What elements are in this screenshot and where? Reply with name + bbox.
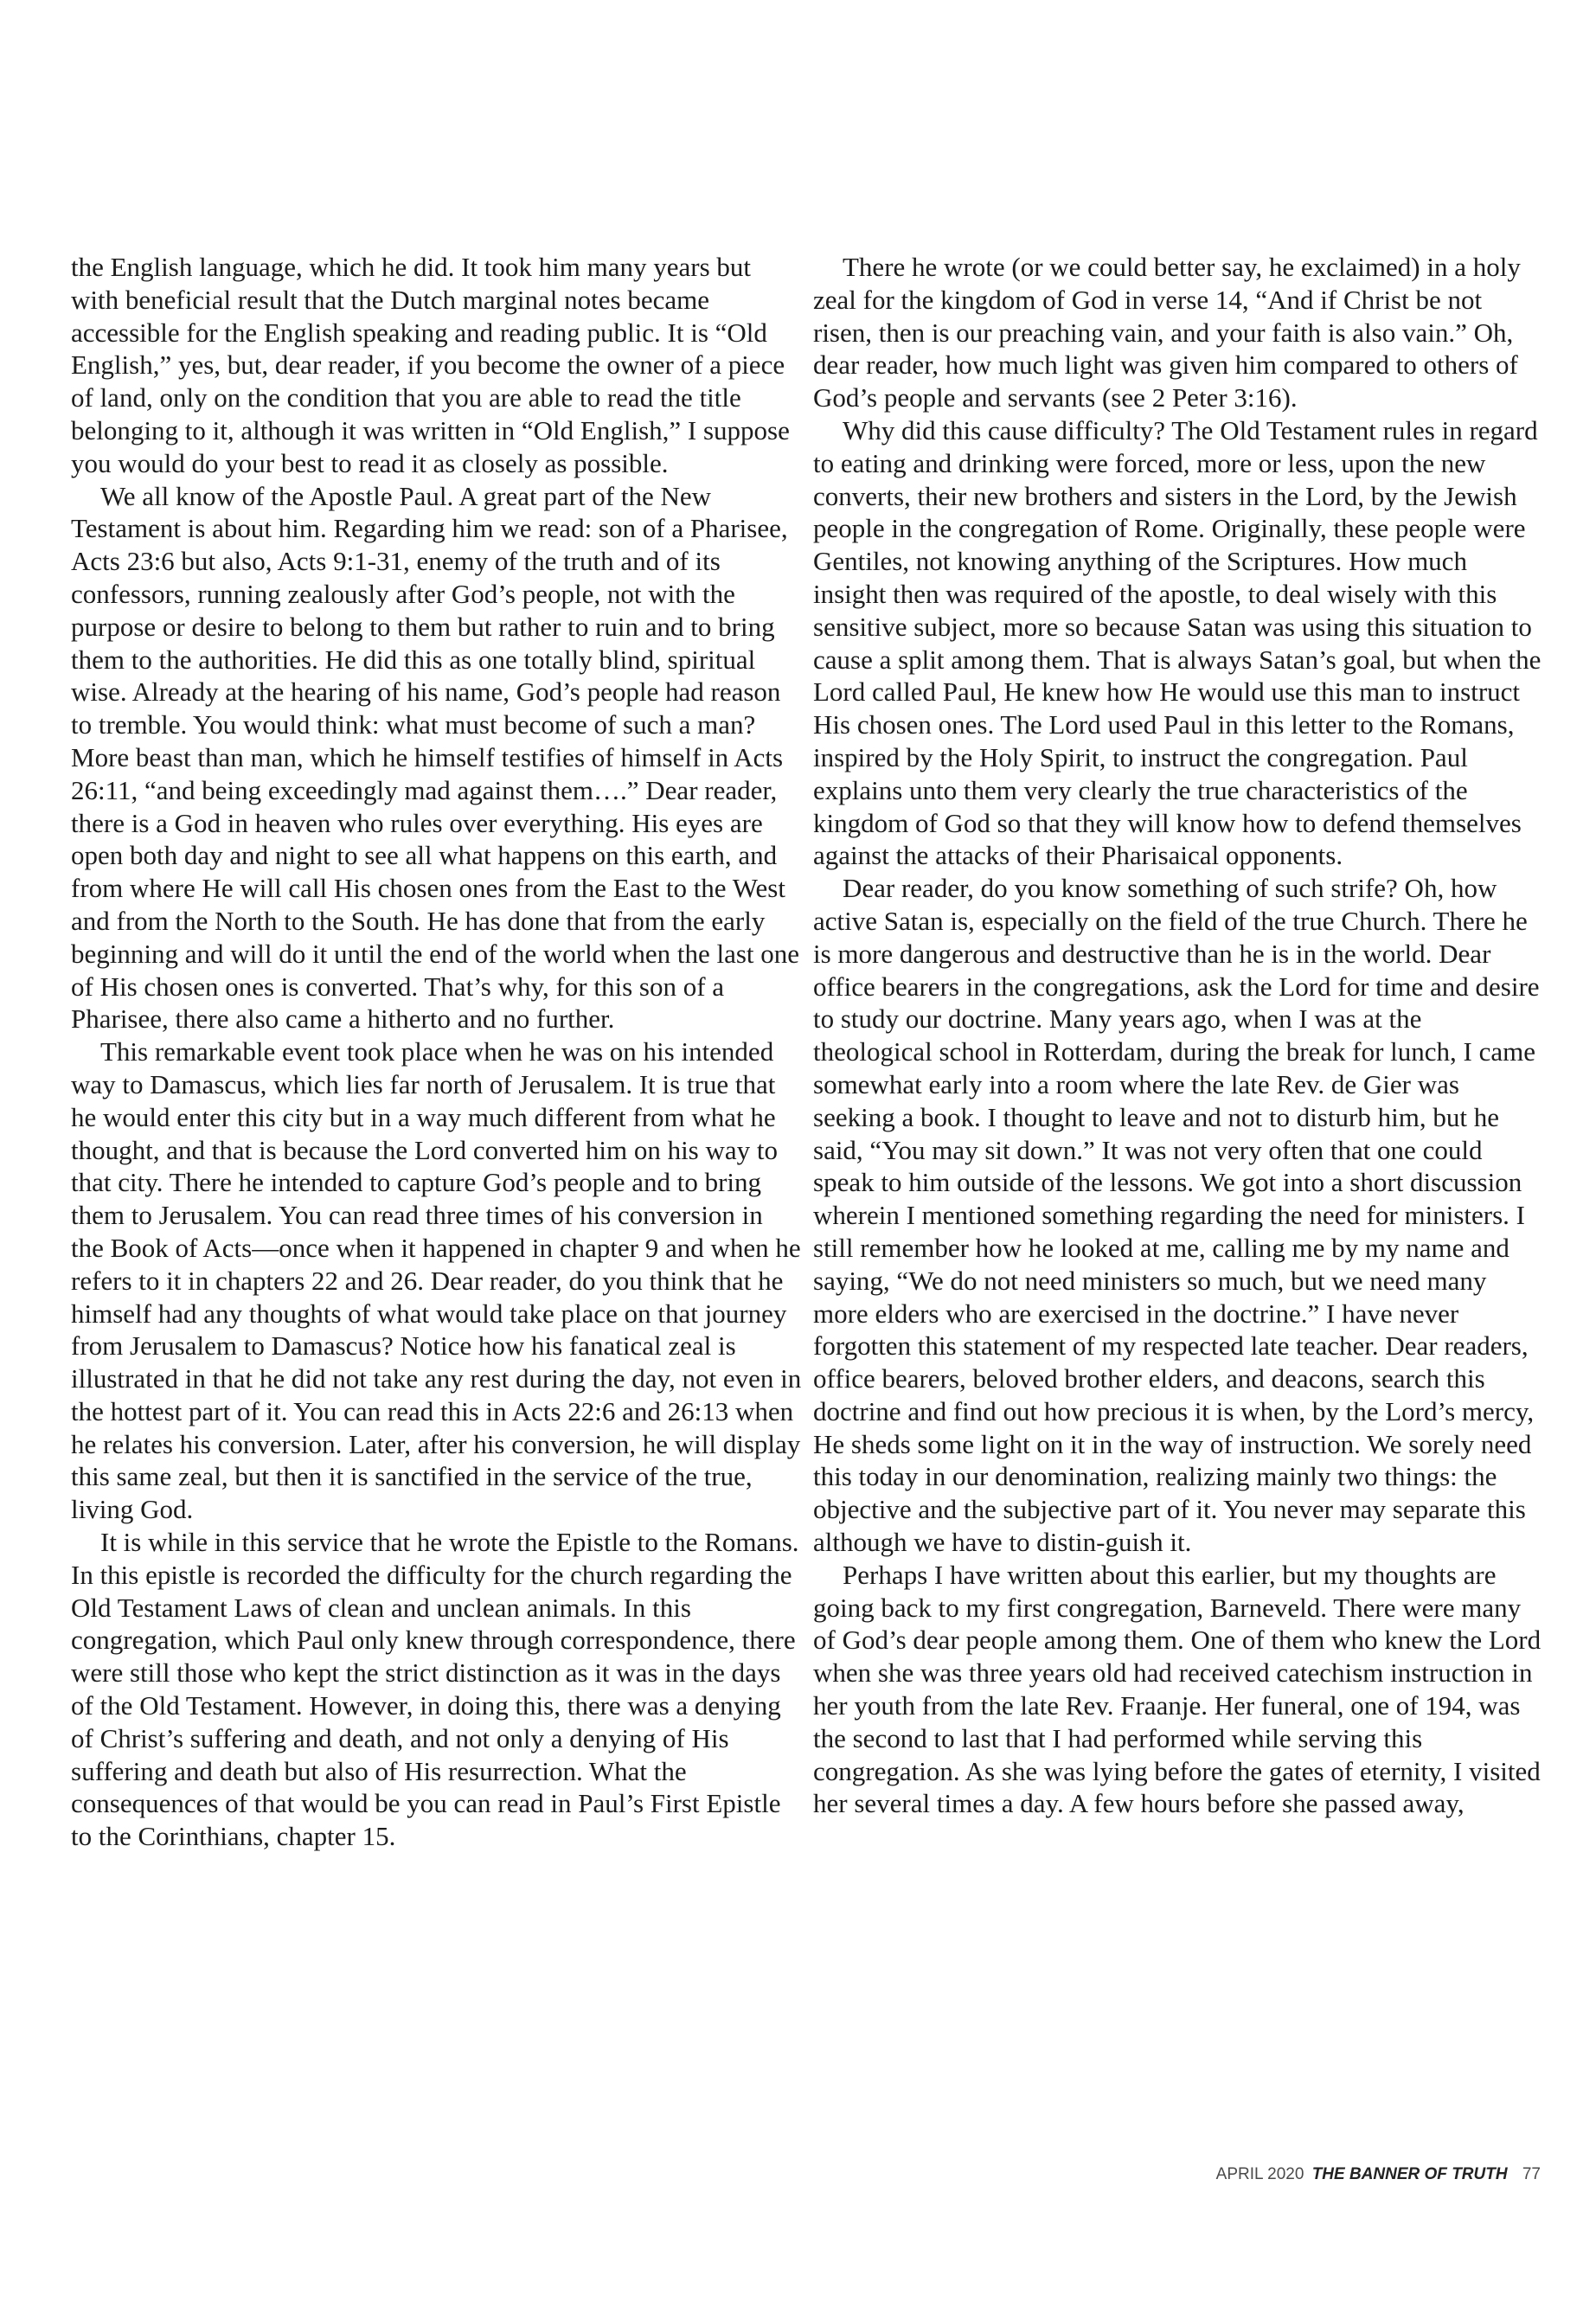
- paragraph: This remarkable event took place when he was on his intended way to Damascus, which lies far north of Jerusalem. It is true that he would enter this city but in a way much different from what he thought, and that is because the Lord converted him on his way to that city. There he intended to capture God’s people and to bring them to Jerusalem. You can read three times of his conversion in the Book of Acts—once when it happened in chapter 9 and when he refers to it in chapters 22 and 26. Dear reader, do you think that he himself had any thoughts of what would take place on that journey from Jerusalem to Damascus? Notice how his fanatical zeal is illustrated in that he did not take any rest during the day, not even in the hottest part of it. You can read this in Acts 22:6 and 26:13 when he relates his conversion. Later, after his conversion, he will display this same zeal, but then it is sanctified in the service of the true, living God.: [71, 1036, 802, 1525]
- paragraph: It is while in this service that he wrote the Epistle to the Romans. In this epistle is recorded the difficulty for the church regarding the Old Testament Laws of clean and unclean animals. In this congregation, which Paul only knew through correspondence, there were still those who kept the strict distinction as it was in the days of the Old Testament. However, in doing this, there was a denying of Christ’s suffering and death, and not only a denying of His suffering and death but also of His resurrection. What the consequences of that would be you can read in Paul’s First Epistle to the Corinthians, chapter 15.: [71, 1527, 799, 1852]
- page-footer: [1216, 2165, 1541, 2184]
- page-number: 77: [1522, 2165, 1541, 2183]
- paragraph: the English language, which he did. It took him many years but with beneficial result that the Dutch marginal notes became accessible for the English speaking and reading public. It is “Old English,” yes, but, dear reader, if you become the owner of a piece of land, only on the condition that you are able to read the title belonging to it, although it was written in “Old English,” I suppose you would do your best to read it as closely as possible.: [71, 252, 790, 478]
- paragraph: Perhaps I have written about this earlier, but my thoughts are going back to my first congregation, Barneveld. There were many of God’s dear people among them. One of them who knew the Lord when she was three years old had received catechism instruction in her youth from the late Rev. Fraanje. Her funeral, one of 194, was the second to last that I had performed while serving this congregation. As she was lying before the gates of eternity, I visited her several times a day. A few hours before she passed away,: [813, 1559, 1542, 1819]
- paragraph: We all know of the Apostle Paul. A great part of the New Testament is about him. Regarding him we read: son of a Pharisee, Acts 23:6 but also, Acts 9:1-31, enemy of the truth and of its confessors, running zealously after God’s people, not with the purpose or desire to belong to them but rather to ruin and to bring them to the authorities. He did this as one totally blind, spiritual wise. Already at the hearing of his name, God’s people had reason to tremble. You would think: what must become of such a man? More beast than man, which he himself testifies of himself in Acts 26:11, “and being exceedingly mad against them….” Dear reader, there is a God in heaven who rules over everything. His eyes are open both day and night to see all what happens on this earth, and from where He will call His chosen ones from the East to the West and from the North to the South. He has done that from the early beginning and will do it until the end of the world when the last one of His chosen ones is converted. That’s why, for this son of a Pharisee, there also came a hitherto and no further.: [71, 480, 800, 1035]
- issue-date: APRIL 2020: [1215, 2165, 1304, 2183]
- paragraph: Dear reader, do you know something of such strife? Oh, how active Satan is, especially on the field of the true Church. There he is more dangerous and destructive than he is in the world. Dear office bearers in the congregations, ask the Lord for time and desire to study our doctrine. Many years ago, when I was at the theological school in Rotterdam, during the break for lunch, I came somewhat early into a room where the late Rev. de Gier was seeking a book. I thought to leave and not to disturb him, but he said, “You may sit down.” It was not very often that one could speak to him outside of the lessons. We got into a short discussion wherein I mentioned something regarding the need for ministers. I still remember how he looked at me, calling me by my name and saying, “We do not need ministers so much, but we need many more elders who are exercised in the doctrine.” I have never forgotten this statement of my respected late teacher. Dear readers, office bearers, beloved brother elders, and deacons, search this doctrine and find out how precious it is when, by the Lord’s mercy, He sheds some light on it in the way of instruction. We sorely need this today in our denomination, realizing mainly two things: the objective and the subjective part of it. You never may separate this although we have to distin-guish it.: [813, 873, 1540, 1558]
- left-column: [71, 251, 802, 1853]
- publication-title: THE BANNER OF TRUTH: [1311, 2165, 1508, 2183]
- right-column: [813, 251, 1544, 1820]
- paragraph: There he wrote (or we could better say, he exclaimed) in a holy zeal for the kingdom of God in verse 14, “And if Christ be not risen, then is our preaching vain, and your faith is also vain.” Oh, dear reader, how much light was given him compared to others of God’s people and servants (see 2 Peter 3:16).: [813, 252, 1521, 413]
- paragraph: Why did this cause difficulty? The Old Testament rules in regard to eating and drinking were forced, more or less, upon the new converts, their new brothers and sisters in the Lord, by the Jewish people in the congregation of Rome. Originally, these people were Gentiles, not knowing anything of the Scriptures. How much insight then was required of the apostle, to deal wisely with this sensitive subject, more so because Satan was using this situation to cause a split among them. That is always Satan’s goal, but when the Lord called Paul, He knew how He would use this man to instruct His chosen ones. The Lord used Paul in this letter to the Romans, inspired by the Holy Spirit, to instruct the congregation. Paul explains unto them very clearly the true characteristics of the kingdom of God so that they will know how to defend themselves against the attacks of their Pharisaical opponents.: [813, 414, 1542, 871]
